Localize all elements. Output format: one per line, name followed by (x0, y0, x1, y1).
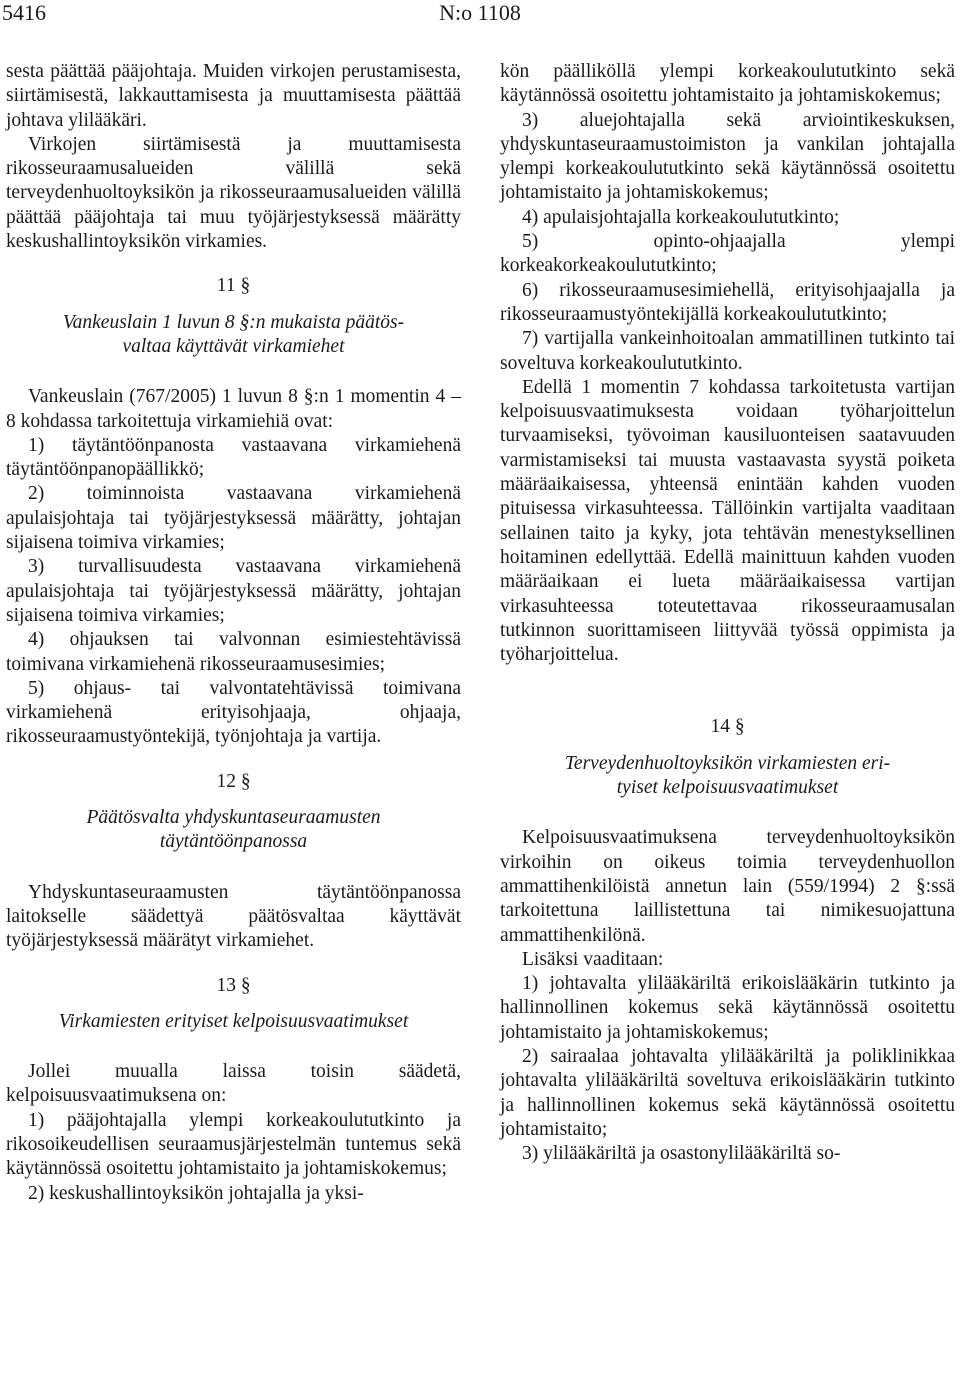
list-item: 3) ylilääkäriltä ja osastonylilääkäriltä so- (522, 1143, 841, 1165)
list-item: 7) vartijalla vankeinhoitoalan ammatillinen tutkinto tai soveltuva korkeakoulututkinto. (500, 328, 955, 374)
paragraph: Vankeuslain (767/2005) 1 luvun 8 §:n 1 momentin 4 – 8 kohdassa tarkoitettuja virkamiehiä ovat: (6, 386, 461, 432)
section-title (6, 806, 461, 855)
list-item: 1) johtavalta ylilääkäriltä erikoislääkärin tutkinto ja hallinnollinen kokemus sekä käytännössä osoitettu johtamistaito ja johtamiskokemus; (500, 973, 955, 1043)
section-title (6, 311, 461, 360)
paragraph: Kelpoisuusvaatimuksena terveydenhuoltoyksikön virkoihin on oikeus toimia terveydenhuollon ammattihenkilöistä annetun lain (559/1994) 2 §:ssä tarkoitettuna laillistettuna tai nimikesuojattuna ammattihenkilönä. (500, 827, 955, 946)
page-header (0, 0, 960, 26)
section-number: 14 § (710, 716, 745, 738)
issue-number: N:o 1108 (439, 0, 521, 25)
list-item: 4) ohjauksen tai valvonnan esimiestehtävissä toimivana virkamiehenä rikosseuraamusesimies; (6, 629, 461, 675)
paragraph: Lisäksi vaaditaan: (522, 948, 664, 970)
paragraph: kön päälliköllä ylempi korkeakoulututkinto sekä käytännössä osoitettu johtamistaito ja johtamiskokemus; (500, 61, 955, 107)
list-item: 2) toiminnoista vastaavana virkamiehenä apulaisjohtaja tai työjärjestyksessä määrätty, johtajan sijaisena toimiva virkamies; (6, 483, 461, 554)
section-title (6, 1010, 461, 1034)
paragraph: Jollei muualla laissa toisin säädetä, kelpoisuusvaatimuksena on: (6, 1061, 461, 1107)
list-item: 2) sairaalaa johtavalta ylilääkäriltä ja poliklinikkaa johtavalta ylilääkäriltä soveltuva erikoislääkärin tutkinto ja hallinnollinen kokemus sekä käytännössä osoitettu johtamistaito; (500, 1045, 955, 1140)
paragraph: sesta päättää pääjohtaja. Muiden virkojen perustamisesta, siirtämisestä, lakkauttamisesta ja muuttamisesta päättää johtava ylilääkäri. (6, 61, 461, 131)
section-title-line: Virkamiesten erityiset kelpoisuusvaatimukset (58, 1010, 409, 1032)
list-item: 1) pääjohtajalla ylempi korkeakoulututkinto ja rikosoikeudellisen seuraamusjärjestelmän tuntemus sekä käytännössä osoitettu johtamistaito ja johtamiskokemus; (6, 1109, 461, 1180)
left-column (6, 60, 461, 1206)
section-title-line: valtaa käyttävät virkamiehet (122, 335, 345, 357)
list-item: 3) turvallisuudesta vastaavana virkamiehenä apulaisjohtaja tai työjärjestyksessä määrätty, johtajan sijaisena toimiva virkamies; (6, 556, 461, 626)
paragraph: Edellä 1 momentin 7 kohdassa tarkoitetusta vartijan kelpoisuusvaatimuksesta voidaan työharjoittelun turvaamiseksi, työvoiman kausiluonteisen saatavuuden varmistamiseksi tai muusta vastaavasta syystä poiketa määräaikaisessa, yhteensä enintään kahden vuoden pituisessa virkasuhteessa. Tällöinkin vartijalta vaaditaan sellainen taito ja kyky, jota tehtävän menestyksellinen hoitaminen edellyttää. Edellä mainittuun kahden vuoden määräaikaan ei lueta määräaikaisessa vartijan virkasuhteessa toteutettavaa rikosseuraamusalan tutkinnon suorittamiseen liittyvää työssä oppimista ja työharjoittelua. (500, 376, 955, 666)
paragraph: Virkojen siirtämisestä ja muuttamisesta rikosseuraamusalueiden välillä sekä terveydenhuoltoyksikön ja rikosseuraamusalueiden välillä päättää pääjohtaja tai muu työjärjestyksessä määrätty keskushallintoyksikön virkamies. (6, 133, 461, 253)
section-title (500, 752, 955, 801)
list-item: 5) opinto-ohjaajalla ylempi korkeakorkeakoulututkinto; (500, 231, 955, 277)
section-title-line: Päätösvalta yhdyskuntaseuraamusten (86, 807, 381, 829)
section-number: 11 § (216, 275, 251, 297)
list-item: 1) täytäntöönpanosta vastaavana virkamiehenä täytäntöönpanopäällikkö; (6, 434, 461, 481)
paragraph: Yhdyskuntaseuraamusten täytäntöönpanossa laitokselle säädettyä päätösvaltaa käyttävät työjärjestyksessä määrätyt virkamiehet. (6, 881, 461, 952)
section-title-line: Terveydenhuoltoyksikön virkamiesten eri- (564, 752, 891, 774)
list-item: 6) rikosseuraamusesimiehellä, erityisohjaajalla ja rikosseuraamustyöntekijällä korkeakoulututkinto; (500, 279, 955, 325)
list-item: 5) ohjaus- tai valvontatehtävissä toimivana virkamiehenä erityisohjaaja, ohjaaja, rikosseuraamustyöntekijä, työnjohtaja ja vartija. (6, 677, 461, 748)
list-item: 4) apulaisjohtajalla korkeakoulututkinto; (522, 206, 840, 228)
section-title-line: täytäntöönpanossa (159, 831, 308, 853)
list-item: 2) keskushallintoyksikön johtajalla ja yksi- (28, 1182, 364, 1204)
section-number: 13 § (216, 974, 251, 996)
section-title-line: Vankeuslain 1 luvun 8 §:n mukaista päätös- (62, 311, 405, 333)
list-item: 3) aluejohtajalla sekä arviointikeskuksen, yhdyskuntaseuraamustoimiston ja vankilan johtajalla ylempi korkeakoulututkinto sekä käytännössä osoitettu johtamistaito ja johtamiskokemus; (500, 109, 955, 204)
section-title-line: tyiset kelpoisuusvaatimukset (616, 777, 839, 799)
page-number: 5416 (2, 0, 46, 25)
right-column (500, 60, 955, 1166)
section-number: 12 § (216, 770, 251, 792)
